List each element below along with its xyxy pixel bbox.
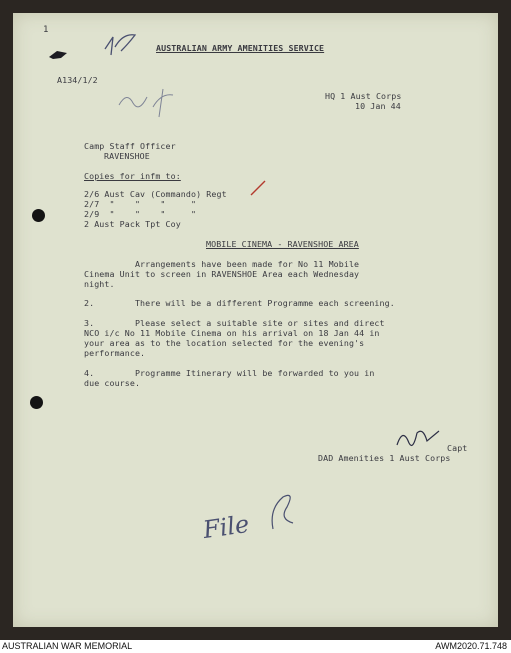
punch-hole-top (32, 209, 45, 222)
copies-line-1: 2/6 Aust Cav (Commando) Regt (84, 189, 227, 199)
subject-line: MOBILE CINEMA - RAVENSHOE AREA (206, 239, 359, 249)
file-reference: A134/1/2 (57, 75, 98, 85)
ink-mark-icon (47, 45, 71, 63)
document-page (13, 13, 498, 627)
para-3-line-1: 3. Please select a suitable site or sites and direct (84, 318, 385, 328)
footer-id: AWM2020.71.748 (435, 641, 507, 651)
para-1-line-1: Arrangements have been made for No 11 Mobile (84, 259, 360, 269)
para-4-line-1: 4. Programme Itinerary will be forwarded to you in (84, 368, 375, 378)
recipient-line-2: RAVENSHOE (104, 151, 150, 161)
para-3-line-2: NCO i/c No 11 Mobile Cinema on his arrival on 18 Jan 44 in (84, 328, 380, 338)
handwritten-file-note: File (201, 509, 251, 545)
para-3-line-4: performance. (84, 348, 146, 358)
handwritten-flourish-icon (265, 489, 299, 533)
para-1-line-3: night. (84, 279, 115, 289)
signature-title: DAD Amenities 1 Aust Corps (318, 453, 451, 463)
handwritten-annotation-icon (113, 83, 183, 123)
punch-hole-bottom (30, 396, 43, 409)
para-4-line-2: due course. (84, 378, 141, 388)
copies-heading: Copies for infm to: (84, 171, 181, 181)
copies-line-2: 2/7 " " " " (84, 199, 197, 209)
letter-date: 10 Jan 44 (355, 101, 401, 111)
page-number: 1 (43, 25, 49, 35)
red-tick-icon (249, 179, 269, 197)
archive-footer (0, 640, 511, 653)
recipient-line-1: Camp Staff Officer (84, 141, 176, 151)
copies-line-3: 2/9 " " " " (84, 209, 197, 219)
copies-line-4: 2 Aust Pack Tpt Coy (84, 219, 181, 229)
para-3-line-3: your area as to the location selected for the evening's (84, 338, 365, 348)
hq-line: HQ 1 Aust Corps (325, 91, 402, 101)
letterhead: AUSTRALIAN ARMY AMENITIES SERVICE (156, 43, 325, 53)
signature-icon (393, 423, 443, 453)
para-2: 2. There will be a different Programme each screening. (84, 298, 395, 308)
handwritten-initials-icon (101, 29, 143, 63)
footer-source: AUSTRALIAN WAR MEMORIAL (2, 641, 133, 651)
para-1-line-2: Cinema Unit to screen in RAVENSHOE Area each Wednesday (84, 269, 360, 279)
signature-rank: Capt (447, 443, 468, 453)
